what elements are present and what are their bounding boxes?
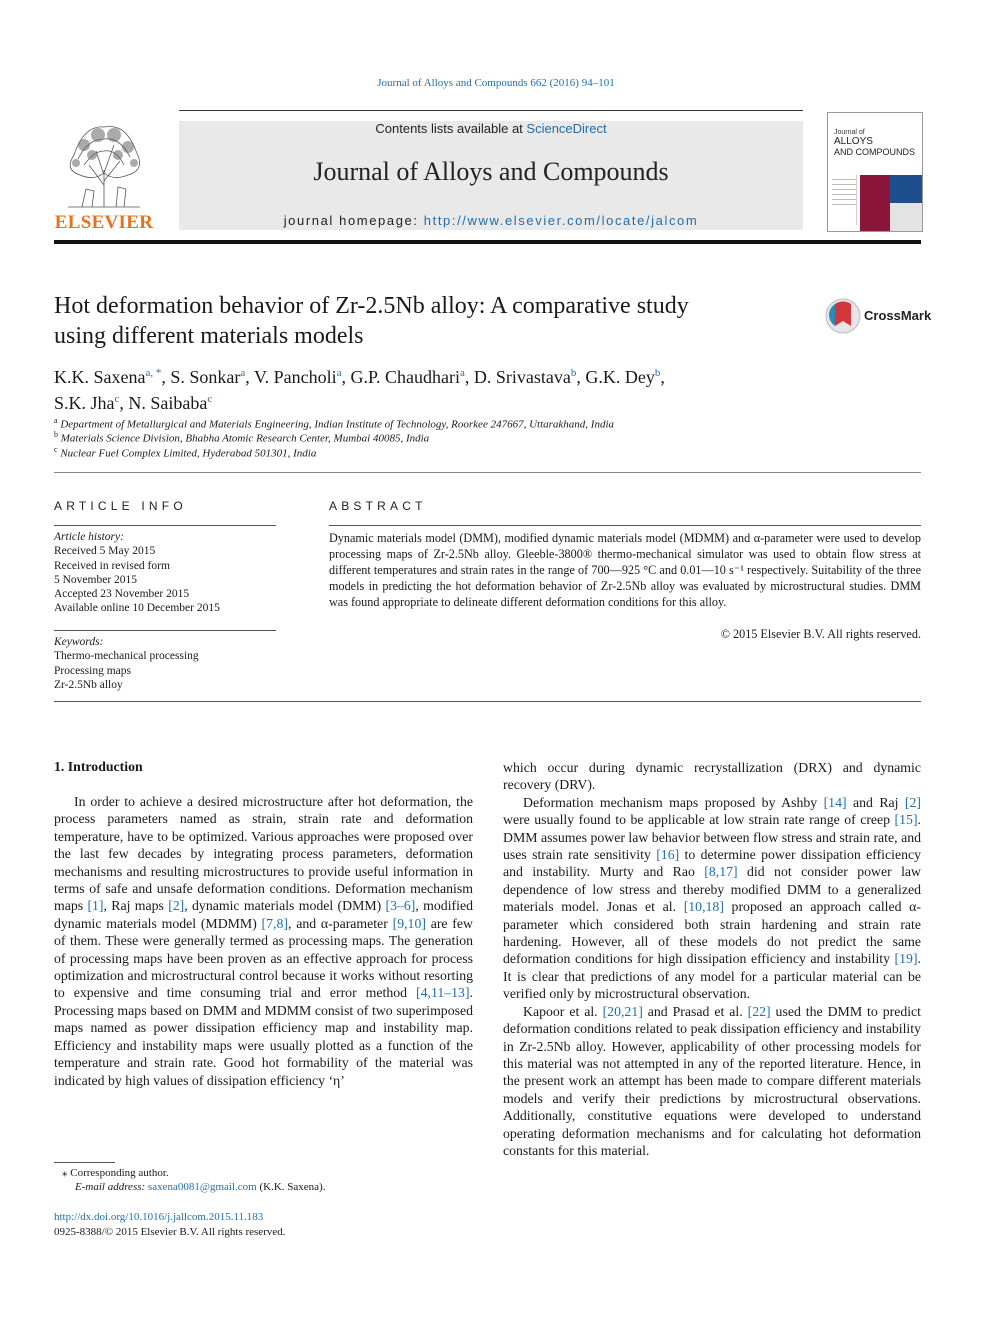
journal-title: Journal of Alloys and Compounds	[313, 157, 669, 186]
author[interactable]: V. Pancholi$^a$	[253, 367, 342, 387]
contents-line	[179, 121, 803, 136]
footnote-rule	[54, 1162, 115, 1163]
sciencedirect-link[interactable]: ScienceDirect	[526, 121, 607, 136]
issn-line: 0925-8388/© 2015 Elsevier B.V. All rights reserved.	[54, 1226, 286, 1238]
body-paragraph	[503, 794, 921, 1003]
cover-color-block	[860, 175, 890, 231]
body-paragraph	[503, 1003, 921, 1160]
history-label: Article history:	[54, 531, 124, 543]
body-text: , and α-parameter	[287, 915, 393, 931]
citation-link[interactable]: [2]	[904, 794, 921, 810]
abstract-copyright: © 2015 Elsevier B.V. All rights reserved.	[720, 627, 921, 641]
header-bottom-rule	[54, 240, 921, 244]
email-link[interactable]: saxena0081@gmail.com	[147, 1181, 257, 1193]
author[interactable]: N. Saibaba$^c$	[128, 393, 213, 413]
history-item: 5 November 2015	[54, 573, 138, 586]
affiliation: $^c$ Nuclear Fuel Complex Limited, Hyderabad 501301, India	[54, 445, 317, 460]
body-text: proposed an approach called α-parameter which considered both strain hardening and strain rate hardening. However, all of these models do not predict the same deformation conditions for high dissipation efficiency and instability	[503, 899, 921, 967]
abstract-rule	[329, 525, 921, 526]
header-top-rule	[179, 110, 803, 111]
cover-sidebar-lines	[832, 175, 857, 225]
title-line: Hot deformation behavior of Zr-2.5Nb alloy: A comparative study	[54, 293, 689, 319]
elsevier-wordmark: ELSEVIER	[54, 212, 154, 233]
abstract-bottom-rule	[54, 701, 921, 702]
history-item: Accepted 23 November 2015	[54, 588, 190, 601]
body-text: were usually found to be applicable at low strain rate range of creep	[503, 812, 895, 828]
right-column	[503, 759, 921, 1159]
citation-link[interactable]: [2]	[168, 898, 185, 914]
cover-color-block	[890, 175, 922, 203]
homepage-link[interactable]: http://www.elsevier.com/locate/jalcom	[423, 213, 699, 228]
body-text: . DMM assumes power law behavior between flow stress and strain rate, and uses strain rate sensitivity	[503, 812, 921, 863]
journal-citation-link[interactable]: Journal of Alloys and Compounds 662 (2016) 94–101	[377, 77, 615, 89]
article-info-heading: ARTICLE INFO	[54, 499, 187, 513]
abstract-heading: ABSTRACT	[329, 499, 427, 513]
author[interactable]: S. Sonkar$^a$	[170, 367, 246, 387]
citation-link[interactable]: [9,10]	[392, 915, 426, 931]
affiliation: $^b$ Materials Science Division, Bhabha Atomic Research Center, Mumbai 40085, India	[54, 430, 430, 445]
body-paragraph	[503, 759, 921, 794]
cover-color-block	[890, 203, 922, 231]
email-suffix: (K.K. Saxena).	[256, 1181, 326, 1193]
body-text: to determine power dissipation efficiency and instability. Murty and Rao	[503, 847, 921, 880]
author[interactable]: D. Srivastava$^b$	[473, 367, 577, 387]
history-item: Received in revised form	[54, 559, 170, 572]
keyword: Processing maps	[54, 664, 131, 677]
citation-link[interactable]: [19]	[894, 951, 918, 967]
author[interactable]: K.K. Saxena$^{a, *}$	[54, 367, 162, 387]
body-text: Deformation mechanism maps proposed by Ashby	[523, 794, 824, 810]
keyword: Zr-2.5Nb alloy	[54, 678, 123, 691]
body-text: which occur during dynamic recrystallization (DRX) and dynamic recovery (DRV).	[503, 760, 921, 793]
citation-link[interactable]: [8,17]	[704, 864, 738, 880]
title-line: using different materials models	[54, 323, 364, 349]
cover-title-line: Journal of	[834, 129, 865, 136]
article-history	[54, 530, 276, 616]
doi-link[interactable]: http://dx.doi.org/10.1016/j.jallcom.2015.11.183	[54, 1211, 264, 1223]
author[interactable]: G.P. Chaudhari$^a$	[350, 367, 465, 387]
left-column	[54, 793, 473, 1089]
body-text: are few of them. These were generally termed as processing maps. The generation of processing maps have been proven as an effective approach for process optimization and microstructural control because it works without resorting to expensive and time consuming trial and error method	[54, 915, 473, 1001]
citation-link[interactable]: [22]	[747, 1003, 771, 1019]
body-text: Kapoor et al.	[523, 1003, 603, 1019]
author[interactable]: G.K. Dey$^b$	[585, 367, 661, 387]
body-text: . It is clear that predictions of any model for a particular material can be verified only by microstructural observation.	[503, 951, 921, 1002]
cover-title-line: AND COMPOUNDS	[834, 147, 916, 157]
article-info-rule	[54, 525, 276, 526]
history-item: Received 5 May 2015	[54, 545, 156, 558]
body-text: and Raj	[846, 794, 905, 810]
body-text: . Processing maps based on DMM and MDMM consist of two superimposed maps named as power dissipation efficiency map and instability map. Efficiency and instability maps were usually plotted as a function of the temperature and strain rate. Good hot formability of the material was indicated by high values of dissipation efficiency ‘η’	[54, 985, 473, 1088]
citation-link[interactable]: [7,8]	[261, 915, 288, 931]
crossmark-label[interactable]: CrossMark	[864, 308, 932, 323]
citation-link[interactable]: [15]	[894, 812, 918, 828]
email-note	[75, 1181, 325, 1193]
citation-link[interactable]: [20,21]	[602, 1003, 643, 1019]
citation-link[interactable]: [3–6]	[385, 898, 416, 914]
author-list: K.K. Saxena$^{a, *}$, S. Sonkar$^a$, V. Pancholi$^a$, G.P. Chaudhari$^a$, D. Srivastava$^b$, G.K. Dey$^b$, S.K. Jha$^c$, N. Saibaba$^c$	[54, 367, 665, 413]
body-text: , modified dynamic materials model (MDMM)	[54, 898, 473, 931]
homepage-prefix: journal homepage:	[283, 213, 424, 228]
homepage-line	[179, 213, 803, 228]
citation-link[interactable]: [14]	[823, 794, 847, 810]
body-paragraph	[54, 793, 473, 1089]
citation-link[interactable]: [16]	[656, 847, 680, 863]
body-text: did not consider power law dependence of low stress and thereby modified DMM to a generalized materials model. Jonas et al.	[503, 864, 921, 915]
section-heading: 1. Introduction	[54, 759, 143, 774]
affiliation: $^a$ Department of Metallurgical and Materials Engineering, Indian Institute of Technology, Roorkee 247667, Uttarakhand, India	[54, 416, 615, 431]
author[interactable]: S.K. Jha$^c$	[54, 393, 120, 413]
body-text: , dynamic materials model (DMM)	[184, 898, 386, 914]
keywords-label: Keywords:	[54, 636, 104, 648]
cover-title-line: ALLOYS	[834, 136, 873, 147]
body-text: , Raj maps	[103, 898, 169, 914]
body-text: and Prasad et al.	[642, 1003, 748, 1019]
body-text: used the DMM to predict deformation conditions related to peak dissipation efficiency and instability in Zr-2.5Nb alloy. However, applicability of other processing models for this material was not attempted in any of the reported literature. Hence, in the present work an attempt has been made to compare different materials models and verify their predictions by microstructural observations. Additionally, constitutive equations were developed to understand operating deformation mechanisms and for calculating hot deformation constants for this material.	[503, 1003, 922, 1158]
citation-link[interactable]: [1]	[87, 898, 104, 914]
abstract-text: Dynamic materials model (DMM), modified dynamic materials model (MDMM) and α-parameter were used to develop processing maps of Zr-2.5Nb alloy. Gleeble-3800® thermo-mechanical simulator was used to obtain flow stress at different temperatures and strain rates in the range of 700—925 °C and 0.01—10 s⁻¹ respectively. Suitability of the three models in predicting the hot deformation behavior of Zr-2.5Nb alloy was evaluated by microstructural studies. DMM was found appropriate to delineate different deformation conditions for this alloy.	[329, 531, 921, 610]
body-text: In order to achieve a desired microstructure after hot deformation, the process parameters named as strain, strain rate and deformation temperature, have to be optimized. Various approaches were proposed over the last few decades by integrating process parameters, deformation mechanisms and resulting microstructures to provide useful information in terms of safe and unsafe deformation conditions. Deformation mechanism maps	[54, 794, 473, 914]
history-item: Available online 10 December 2015	[54, 602, 220, 615]
citation-link[interactable]: [4,11–13]	[416, 985, 470, 1001]
keywords	[54, 635, 276, 692]
paper-title	[54, 291, 794, 351]
affiliations-rule	[54, 472, 921, 473]
contents-prefix: Contents lists available at	[375, 121, 527, 136]
corresponding-author-note: ⁎ Corresponding author.	[62, 1167, 169, 1179]
keyword: Thermo-mechanical processing	[54, 650, 199, 663]
keywords-rule	[54, 630, 276, 631]
journal-cover-thumbnail[interactable]	[827, 112, 923, 232]
email-label: E-mail address:	[75, 1181, 148, 1193]
citation-link[interactable]: [10,18]	[683, 899, 724, 915]
